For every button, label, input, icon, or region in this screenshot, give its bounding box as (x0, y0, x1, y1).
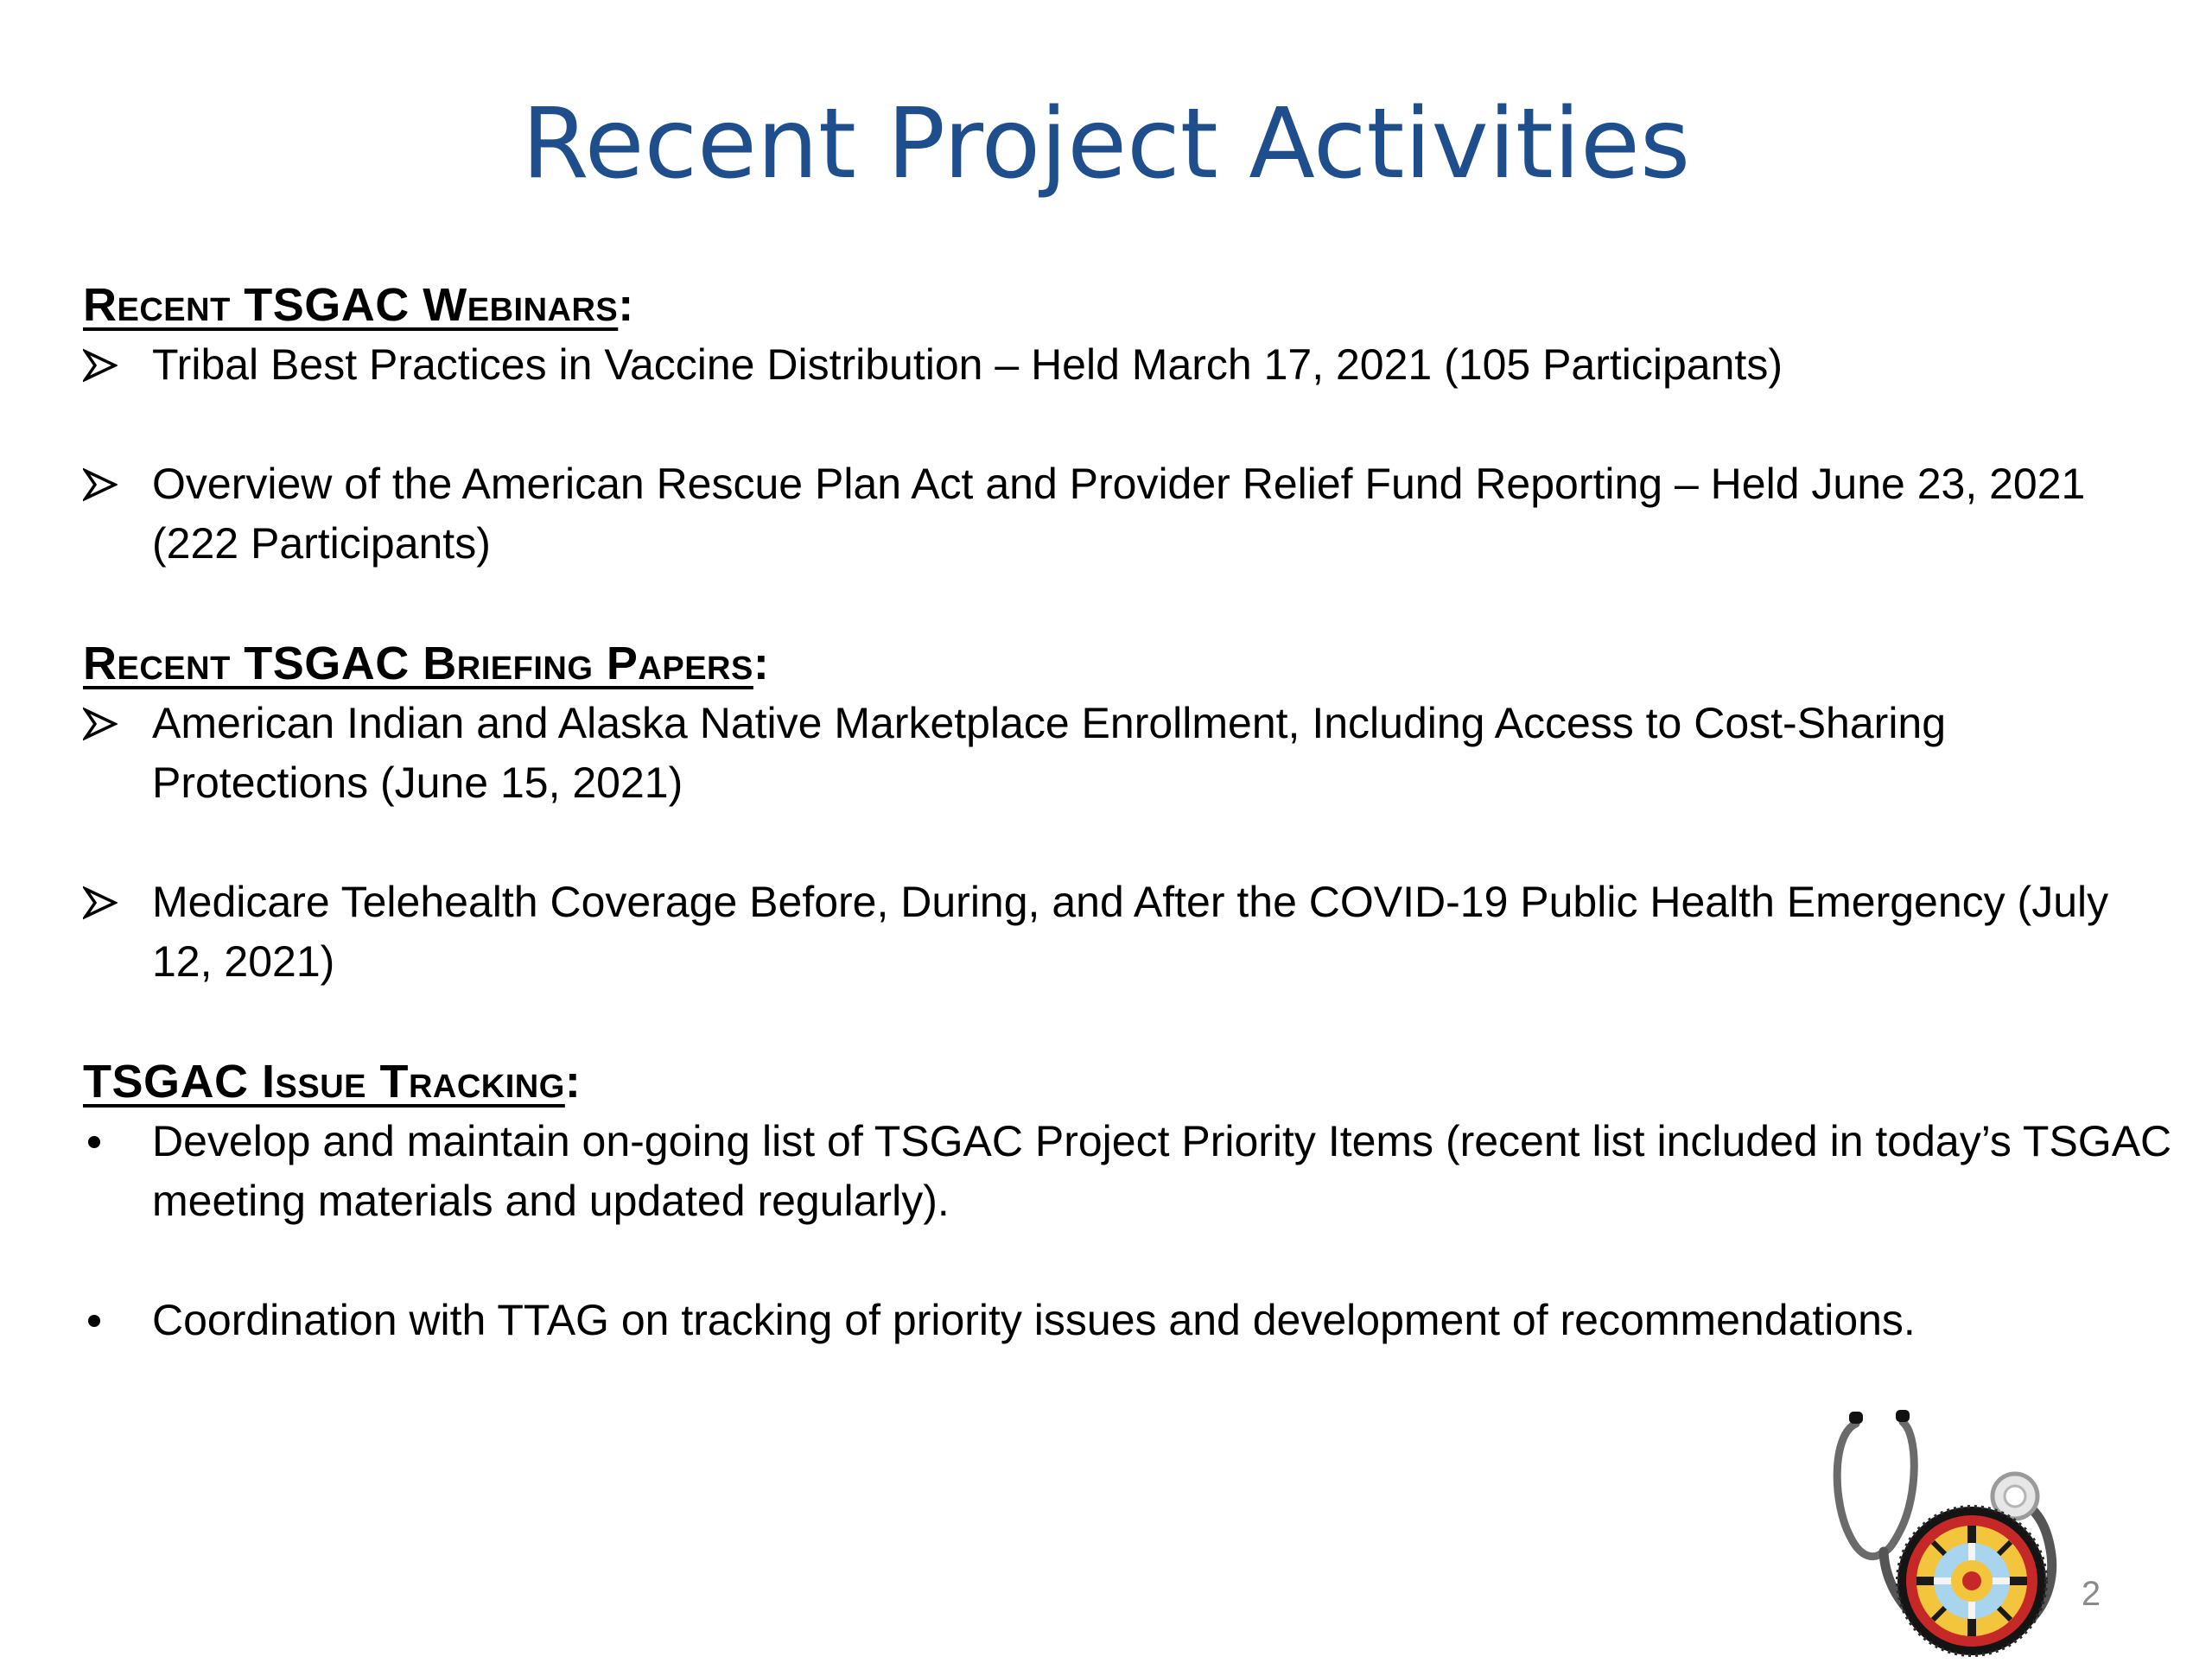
spacer (83, 992, 2174, 1051)
arrow-bullet-icon (83, 873, 135, 932)
list-item-text: American Indian and Alaska Native Marketplace Enrollment, Including Access to Cost-Sharing Protections (June 15, 2021) (152, 699, 1947, 807)
list-item-text: Coordination with TTAG on tracking of priority issues and development of recommendations. (152, 1296, 1916, 1344)
list-item-text: Overview of the American Rescue Plan Act and Provider Relief Fund Reporting – Held June 23, 2021 (222 Participants) (152, 460, 2086, 568)
section-issue-tracking (83, 1051, 2174, 1350)
list-item (83, 335, 2174, 395)
page-number: 2 (2081, 1575, 2101, 1613)
list-item (83, 1112, 2174, 1231)
briefing-paper-list (83, 694, 2174, 992)
list-item-text: Develop and maintain on-going list of TSGAC Project Priority Items (recent list included in today’s TSGAC meeting materials and updated regularly). (152, 1117, 2172, 1225)
list-item (83, 694, 2174, 813)
dot-bullet-icon (83, 1112, 135, 1171)
section-heading-text: Recent TSGAC Briefing Papers (83, 638, 753, 689)
slide-body (83, 275, 2174, 1350)
arrow-bullet-icon (83, 454, 135, 514)
list-item-text: Tribal Best Practices in Vaccine Distribution – Held March 17, 2021 (105 Participants) (152, 340, 1783, 389)
arrow-bullet-icon (83, 694, 135, 753)
spacer (83, 574, 2174, 633)
stethoscope-medicine-wheel-icon (1806, 1400, 2082, 1659)
section-heading-colon: : (618, 279, 634, 331)
list-item (83, 1291, 2174, 1350)
section-heading-webinars (83, 275, 2174, 335)
section-heading-colon: : (564, 1056, 582, 1108)
section-briefing-papers (83, 633, 2174, 992)
section-heading-text: TSGAC Issue Tracking (83, 1056, 565, 1108)
section-heading-text: Recent TSGAC Webinars (83, 279, 619, 331)
slide-title: Recent Project Activities (521, 88, 1691, 200)
list-item-text: Medicare Telehealth Coverage Before, During, and After the COVID-19 Public Health Emergency (July 12, 2021) (152, 878, 2109, 986)
section-heading-colon: : (753, 638, 770, 689)
arrow-bullet-icon (83, 335, 135, 395)
section-webinars (83, 275, 2174, 574)
dot-bullet-icon (83, 1291, 135, 1350)
list-item (83, 454, 2174, 574)
section-heading-issue-tracking (83, 1051, 2174, 1112)
list-item (83, 873, 2174, 992)
section-heading-briefing-papers (83, 633, 2174, 694)
webinar-list (83, 335, 2174, 574)
issue-tracking-list (83, 1112, 2174, 1350)
